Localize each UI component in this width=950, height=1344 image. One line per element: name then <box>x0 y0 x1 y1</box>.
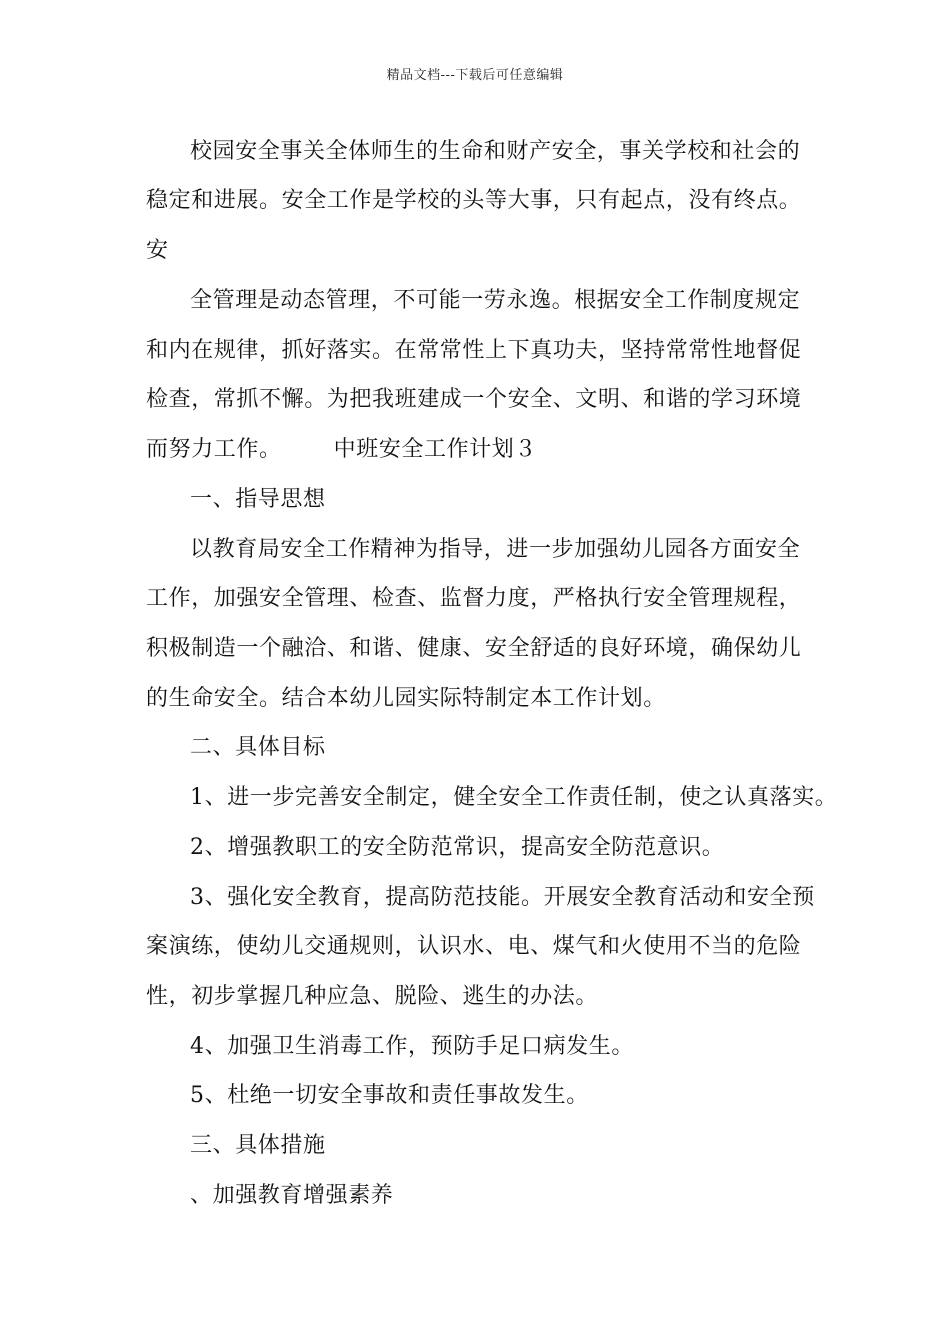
paragraph-line: 积极制造一个融洽、和谐、健康、安全舒适的良好环境，确保幼儿 <box>146 636 802 661</box>
paragraph-line: 工作，加强安全管理、检查、监督力度，严格执行安全管理规程， <box>146 586 802 611</box>
paragraph-line: 的生命安全。结合本幼儿园实际特制定本工作计划。 <box>146 686 666 711</box>
list-item: 2、增强教职工的安全防范常识，提高安全防范意识。 <box>190 835 725 860</box>
paragraph-line: 而努力工作。 <box>146 437 282 462</box>
paragraph-line: 和内在规律，抓好落实。在常常性上下真功夫，坚持常常性地督促 <box>146 338 802 363</box>
paragraph-line: 校园安全事关全体师生的生命和财产安全，事关学校和社会的 <box>190 139 801 164</box>
list-item: 1、进一步完善安全制定，健全安全工作责任制，使之认真落实。 <box>190 785 838 810</box>
list-item: 4、加强卫生消毒工作，预防手足口病发生。 <box>190 1034 634 1059</box>
list-item: 5、杜绝一切安全事故和责任事故发生。 <box>190 1083 589 1108</box>
paragraph-line-with-title <box>146 435 537 465</box>
paragraph-line: 稳定和进展。安全工作是学校的头等大事，只有起点，没有终点。 <box>146 188 802 213</box>
section-heading: 三、具体措施 <box>190 1133 326 1158</box>
section-heading: 二、具体目标 <box>190 735 326 760</box>
list-item: 3、强化安全教育，提高防范技能。开展安全教育活动和安全预 <box>190 885 815 910</box>
paragraph-line: 全管理是动态管理，不可能一劳永逸。根据安全工作制度规定 <box>190 288 801 313</box>
paragraph-line: 检查，常抓不懈。为把我班建成一个安全、文明、和谐的学习环境 <box>146 387 802 412</box>
paragraph-line: 案演练，使幼儿交通规则，认识水、电、煤气和火使用不当的危险 <box>146 934 802 959</box>
paragraph-line: 以教育局安全工作精神为指导，进一步加强幼儿园各方面安全 <box>190 537 801 562</box>
sub-heading: 、加强教育增强素养 <box>190 1183 394 1208</box>
section-heading: 一、指导思想 <box>190 487 326 512</box>
page-header: 精品文档---下载后可任意编辑 <box>386 68 564 83</box>
section-title: 中班安全工作计划３ <box>333 437 538 462</box>
paragraph-line: 安 <box>146 238 169 263</box>
paragraph-line: 性，初步掌握几种应急、脱险、逃生的办法。 <box>146 984 599 1009</box>
